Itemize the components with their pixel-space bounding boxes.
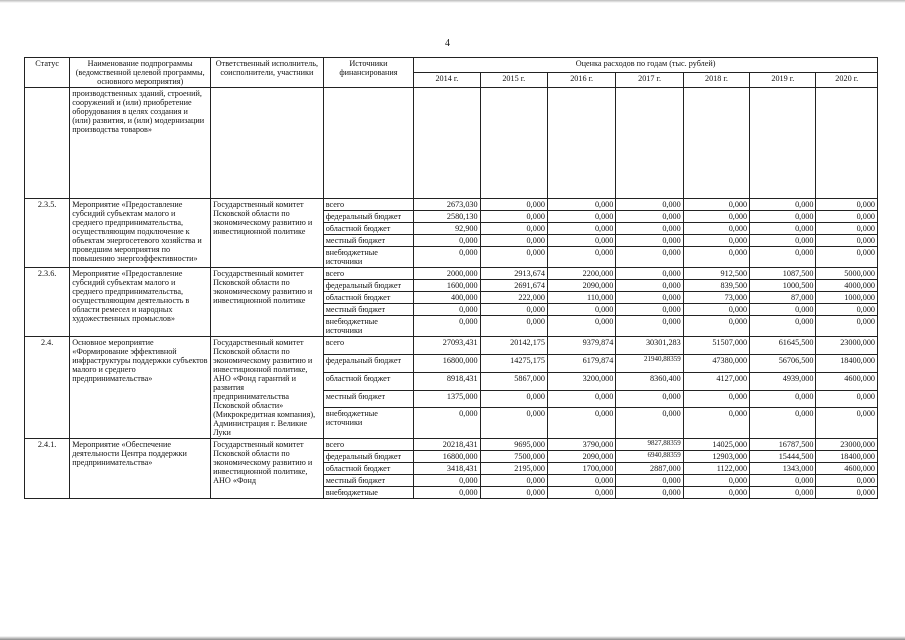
- source-cell: местный бюджет: [323, 304, 414, 316]
- value-cell: 2913,674: [480, 268, 547, 280]
- value-cell: 0,000: [816, 247, 878, 268]
- header-year: 2017 г.: [616, 73, 683, 88]
- value-cell: 5000,000: [816, 268, 878, 280]
- value-cell: 2887,000: [616, 463, 683, 475]
- value-cell: 0,000: [480, 408, 547, 439]
- value-cell: 8918,431: [414, 372, 480, 390]
- value-cell: 9827,88359: [616, 439, 683, 451]
- source-cell: всего: [323, 337, 414, 355]
- value-cell: 0,000: [750, 408, 816, 439]
- header-year: 2015 г.: [480, 73, 547, 88]
- scan-top-edge: [0, 0, 905, 3]
- value-cell: 0,000: [816, 199, 878, 211]
- value-cell: 0,000: [816, 475, 878, 487]
- source-cell: местный бюджет: [323, 475, 414, 487]
- value-cell: 0,000: [480, 316, 547, 337]
- source-cell: федеральный бюджет: [323, 280, 414, 292]
- responsible-cell: Государственный комитет Псковской области по экономическому развитию и инвестиционной политике: [211, 199, 324, 268]
- value-cell: 16787,500: [750, 439, 816, 451]
- value-cell: 0,000: [616, 235, 683, 247]
- value-cell: 0,000: [683, 247, 749, 268]
- value-cell: 0,000: [683, 304, 749, 316]
- value-cell: 0,000: [616, 280, 683, 292]
- value-cell: 9695,000: [480, 439, 547, 451]
- value-cell: 1343,000: [750, 463, 816, 475]
- value-cell: 18400,000: [816, 451, 878, 463]
- value-cell: 0,000: [480, 390, 547, 408]
- value-cell: 87,000: [750, 292, 816, 304]
- value-cell: 2691,674: [480, 280, 547, 292]
- scan-bottom-edge: [0, 636, 905, 640]
- value-cell: 0,000: [616, 304, 683, 316]
- header-responsible: Ответственный исполнитель, соисполнители, участники: [211, 58, 324, 88]
- value-cell: 0,000: [683, 390, 749, 408]
- value-cell: 0,000: [480, 223, 547, 235]
- value-cell: 30301,283: [616, 337, 683, 355]
- value-cell: 23000,000: [816, 337, 878, 355]
- value-cell: 15444,500: [750, 451, 816, 463]
- value-cell: 0,000: [547, 408, 615, 439]
- value-cell: 0,000: [616, 292, 683, 304]
- value-cell: 61645,500: [750, 337, 816, 355]
- value-cell: 0,000: [816, 390, 878, 408]
- value-cell: 0,000: [616, 408, 683, 439]
- source-cell: внебюджетные источники: [323, 316, 414, 337]
- source-cell: всего: [323, 199, 414, 211]
- value-cell: 0,000: [547, 316, 615, 337]
- value-cell: 16800,000: [414, 451, 480, 463]
- value-cell: 0,000: [414, 304, 480, 316]
- header-status: Статус: [25, 58, 70, 88]
- source-cell: федеральный бюджет: [323, 211, 414, 223]
- value-cell: 0,000: [616, 223, 683, 235]
- source-cell: областной бюджет: [323, 292, 414, 304]
- value-cell: 0,000: [816, 487, 878, 499]
- value-cell: 0,000: [547, 304, 615, 316]
- value-cell: 0,000: [816, 223, 878, 235]
- value-cell: 0,000: [414, 475, 480, 487]
- value-cell: 0,000: [616, 247, 683, 268]
- value-cell: 0,000: [683, 408, 749, 439]
- source-cell: федеральный бюджет: [323, 451, 414, 463]
- header-year: 2020 г.: [816, 73, 878, 88]
- source-cell: всего: [323, 439, 414, 451]
- value-cell: 23000,000: [816, 439, 878, 451]
- header-name: Наименование подпрограммы (ведомственной целевой программы, основного мероприятия): [70, 58, 211, 88]
- value-cell: 0,000: [414, 487, 480, 499]
- responsible-cell: Государственный комитет Псковской области по экономическому развитию и инвестиционной политике, АНО «Фонд гарантий и развития предпринимательства Псковской области» (Микрокредитная компания), Администрация г. Великие Луки: [211, 337, 324, 439]
- value-cell: 3418,431: [414, 463, 480, 475]
- name-cell: Мероприятие «Предоставление субсидий субъектам малого и среднего предпринимательства, осуществляющим деятельность в области ремесел и народных художественных промыслов»: [70, 268, 211, 337]
- value-cell: 0,000: [750, 475, 816, 487]
- source-cell: внебюджетные: [323, 487, 414, 499]
- value-cell: 1000,500: [750, 280, 816, 292]
- status-cell: 2.4.: [25, 337, 70, 439]
- value-cell: 3200,000: [547, 372, 615, 390]
- value-cell: 1700,000: [547, 463, 615, 475]
- source-cell: областной бюджет: [323, 372, 414, 390]
- value-cell: 0,000: [683, 223, 749, 235]
- value-cell: 400,000: [414, 292, 480, 304]
- value-cell: 92,900: [414, 223, 480, 235]
- value-cell: 1122,000: [683, 463, 749, 475]
- value-cell: 6940,88359: [616, 451, 683, 463]
- source-cell: местный бюджет: [323, 235, 414, 247]
- source-cell: областной бюджет: [323, 223, 414, 235]
- value-cell: 1600,000: [414, 280, 480, 292]
- value-cell: 0,000: [547, 390, 615, 408]
- value-cell: 3790,000: [547, 439, 615, 451]
- value-cell: 0,000: [480, 475, 547, 487]
- value-cell: 0,000: [750, 247, 816, 268]
- value-cell: 18400,000: [816, 355, 878, 373]
- continuation-row: [25, 88, 878, 199]
- status-cell: 2.4.1.: [25, 439, 70, 499]
- status-cell: 2.3.5.: [25, 199, 70, 268]
- source-cell: местный бюджет: [323, 390, 414, 408]
- value-cell: 0,000: [480, 235, 547, 247]
- responsible-cell: Государственный комитет Псковской области по экономическому развитию и инвестиционной политике, АНО «Фонд: [211, 439, 324, 499]
- value-cell: 5867,000: [480, 372, 547, 390]
- value-cell: 0,000: [750, 487, 816, 499]
- value-cell: 0,000: [480, 247, 547, 268]
- value-cell: 1000,000: [816, 292, 878, 304]
- source-cell: внебюджетные источники: [323, 408, 414, 439]
- value-cell: 0,000: [480, 211, 547, 223]
- value-cell: 0,000: [414, 408, 480, 439]
- value-cell: 0,000: [683, 211, 749, 223]
- value-cell: 2090,000: [547, 451, 615, 463]
- value-cell: 0,000: [414, 235, 480, 247]
- value-cell: 0,000: [616, 390, 683, 408]
- value-cell: 0,000: [816, 408, 878, 439]
- value-cell: 1087,500: [750, 268, 816, 280]
- value-cell: 0,000: [480, 199, 547, 211]
- table-row: [25, 268, 878, 280]
- value-cell: 7500,000: [480, 451, 547, 463]
- value-cell: 0,000: [547, 199, 615, 211]
- value-cell: 27093,431: [414, 337, 480, 355]
- value-cell: 0,000: [683, 475, 749, 487]
- value-cell: 0,000: [816, 235, 878, 247]
- budget-table: [24, 57, 878, 499]
- table-row: [25, 439, 878, 451]
- value-cell: 14275,175: [480, 355, 547, 373]
- continuation-status: [25, 88, 70, 199]
- value-cell: 839,500: [683, 280, 749, 292]
- header-year: 2019 г.: [750, 73, 816, 88]
- value-cell: 0,000: [616, 199, 683, 211]
- name-cell: Основное мероприятие «Формирование эффективной инфраструктуры поддержки субъектов малого и среднего предпринимательства»: [70, 337, 211, 439]
- value-cell: 0,000: [616, 211, 683, 223]
- value-cell: 912,500: [683, 268, 749, 280]
- value-cell: 0,000: [683, 487, 749, 499]
- header-sources: Источники финансирования: [323, 58, 414, 88]
- value-cell: 20142,175: [480, 337, 547, 355]
- header-year: 2016 г.: [547, 73, 615, 88]
- value-cell: 0,000: [547, 235, 615, 247]
- name-cell: Мероприятие «Обеспечение деятельности Центра поддержки предпринимательства»: [70, 439, 211, 499]
- value-cell: 20218,431: [414, 439, 480, 451]
- value-cell: 2000,000: [414, 268, 480, 280]
- value-cell: 0,000: [547, 475, 615, 487]
- value-cell: 4127,000: [683, 372, 749, 390]
- table-row: [25, 337, 878, 355]
- header-row: [25, 58, 878, 73]
- value-cell: 21940,88359: [616, 355, 683, 373]
- status-cell: 2.3.6.: [25, 268, 70, 337]
- value-cell: 0,000: [414, 316, 480, 337]
- continuation-text: производственных зданий, строений, сооружений и (или) приобретение оборудования в целях создания и (или) развития, и (или) модернизации производства товаров»: [70, 88, 211, 199]
- value-cell: 9379,874: [547, 337, 615, 355]
- value-cell: 0,000: [547, 223, 615, 235]
- value-cell: 0,000: [750, 235, 816, 247]
- value-cell: 0,000: [547, 487, 615, 499]
- value-cell: 0,000: [683, 316, 749, 337]
- name-cell: Мероприятие «Предоставление субсидий субъектам малого и среднего предпринимательства, осуществляющим подключение к объектам энергосетевого хозяйства и проведшим мероприятия по повышению энергоэффективности»: [70, 199, 211, 268]
- value-cell: 0,000: [750, 211, 816, 223]
- value-cell: 0,000: [816, 211, 878, 223]
- responsible-cell: Государственный комитет Псковской области по экономическому развитию и инвестиционной политике: [211, 268, 324, 337]
- value-cell: 110,000: [547, 292, 615, 304]
- value-cell: 0,000: [547, 211, 615, 223]
- value-cell: 2673,030: [414, 199, 480, 211]
- header-estimate: Оценка расходов по годам (тыс. рублей): [414, 58, 878, 73]
- value-cell: 0,000: [683, 199, 749, 211]
- value-cell: 4939,000: [750, 372, 816, 390]
- value-cell: 56706,500: [750, 355, 816, 373]
- value-cell: 0,000: [616, 487, 683, 499]
- value-cell: 0,000: [750, 223, 816, 235]
- source-cell: федеральный бюджет: [323, 355, 414, 373]
- value-cell: 4600,000: [816, 372, 878, 390]
- header-year: 2014 г.: [414, 73, 480, 88]
- value-cell: 0,000: [683, 235, 749, 247]
- value-cell: 47380,000: [683, 355, 749, 373]
- header-year: 2018 г.: [683, 73, 749, 88]
- value-cell: 73,000: [683, 292, 749, 304]
- value-cell: 0,000: [816, 304, 878, 316]
- table-body: [25, 88, 878, 499]
- value-cell: 222,000: [480, 292, 547, 304]
- value-cell: 4600,000: [816, 463, 878, 475]
- value-cell: 2580,130: [414, 211, 480, 223]
- value-cell: 0,000: [750, 304, 816, 316]
- value-cell: 2195,000: [480, 463, 547, 475]
- value-cell: 14025,000: [683, 439, 749, 451]
- value-cell: 0,000: [616, 316, 683, 337]
- source-cell: внебюджетные источники: [323, 247, 414, 268]
- value-cell: 0,000: [616, 268, 683, 280]
- value-cell: 2090,000: [547, 280, 615, 292]
- value-cell: 0,000: [480, 304, 547, 316]
- value-cell: 1375,000: [414, 390, 480, 408]
- value-cell: 0,000: [816, 316, 878, 337]
- value-cell: 8360,400: [616, 372, 683, 390]
- value-cell: 2200,000: [547, 268, 615, 280]
- source-cell: областной бюджет: [323, 463, 414, 475]
- value-cell: 0,000: [750, 199, 816, 211]
- value-cell: 6179,874: [547, 355, 615, 373]
- value-cell: 12903,000: [683, 451, 749, 463]
- value-cell: 0,000: [750, 316, 816, 337]
- value-cell: 0,000: [480, 487, 547, 499]
- value-cell: 4000,000: [816, 280, 878, 292]
- page-number: 4: [445, 38, 450, 49]
- value-cell: 0,000: [414, 247, 480, 268]
- value-cell: 0,000: [547, 247, 615, 268]
- source-cell: всего: [323, 268, 414, 280]
- value-cell: 0,000: [616, 475, 683, 487]
- value-cell: 0,000: [750, 390, 816, 408]
- table-row: [25, 199, 878, 211]
- value-cell: 51507,000: [683, 337, 749, 355]
- value-cell: 16800,000: [414, 355, 480, 373]
